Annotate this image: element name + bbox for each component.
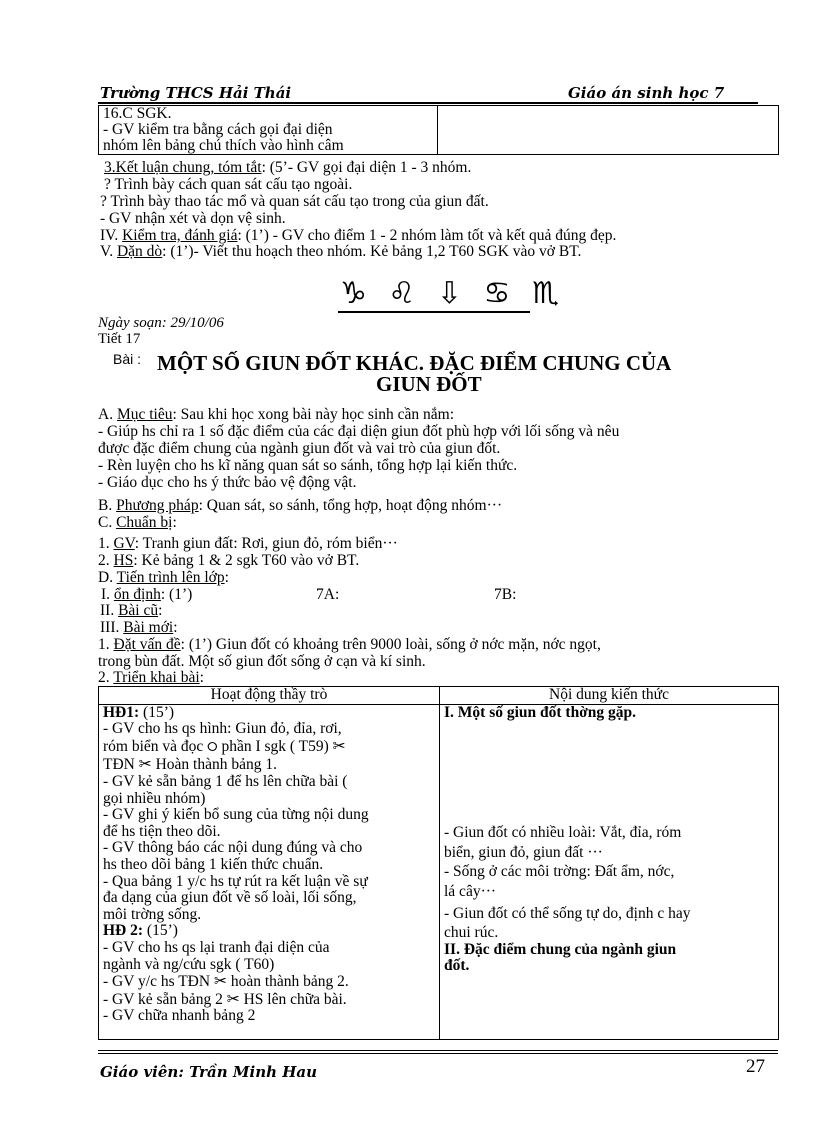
objective-line: - Giúp hs chỉ ra 1 số đặc điểm của các đại diện giun đốt phù hợp với lối sống và nêu xyxy=(98,423,620,440)
activity-line: đa dạng của giun đốt về số loài, lối sống, xyxy=(103,889,357,907)
activity-line: - GV cho hs qs lại tranh đại diện của xyxy=(103,938,330,956)
activity-line: để hs tiện theo dõi. xyxy=(103,822,221,840)
activity-line: - GV thông báo các nội dung đúng và cho xyxy=(103,839,363,857)
scissors-icon: ✂ xyxy=(213,972,227,991)
deployment-heading: 2. Triển khai bài: xyxy=(98,669,204,686)
top-table-row: - GV kiểm tra bằng cách gọi đại diện xyxy=(103,121,333,138)
conclusion-line: 3.Kết luận chung, tóm tắt: (5’- GV gọi đại diện 1 - 3 nhóm. xyxy=(104,159,472,176)
class-7a: 7A: xyxy=(316,586,340,603)
activity-line: hs theo dõi bảng 1 kiến thức chuẩn. xyxy=(103,855,324,873)
question-line: ? Trình bày cách quan sát cấu tạo ngoài. xyxy=(104,176,353,193)
objective-line: - Rèn luyện cho hs kĩ năng quan sát so sánh, tổng hợp lại kiến thức. xyxy=(98,457,518,474)
col-header-activities: Hoạt động thầy trò xyxy=(99,687,440,705)
stabilize-line: I. ổn định: (1’) xyxy=(101,586,193,603)
new-lesson-line: III. Bài mới: xyxy=(100,619,178,636)
activity-line: - GV chữa nhanh bảng 2 xyxy=(103,1007,256,1025)
circle-icon: ⭘ xyxy=(207,739,218,755)
content-line: biển, giun đỏ, giun đất ··· xyxy=(444,844,603,862)
activity-1-heading: HĐ1: (15’) xyxy=(103,703,175,721)
page-number: 27 xyxy=(746,1056,765,1077)
footer-rule xyxy=(98,1050,778,1051)
top-table-row: 16.C SGK. xyxy=(103,105,172,122)
content-cell xyxy=(440,704,779,1039)
top-table-row: nhóm lên bảng chú thích vào hình câm xyxy=(103,137,344,154)
question-line: ? Trình bày thao tác mổ và quan sát cấu tạo trong của giun đất. xyxy=(100,193,489,210)
scissors-icon: ✂ xyxy=(138,755,152,774)
activity-line: - GV kẻ sẵn bảng 1 để hs lên chữa bài ( xyxy=(103,772,348,790)
lesson-title: MỘT SỐ GIUN ĐỐT KHÁC. ĐẶC ĐIỂM CHUNG CỦA xyxy=(157,351,672,375)
subject-header: Giáo án sinh học 7 xyxy=(568,84,725,102)
teacher-prep-line: 1. GV: Tranh giun đất: Rơi, giun đỏ, róm biển··· xyxy=(98,535,398,552)
activity-line: - GV ghi ý kiến bổ sung của từng nội dung xyxy=(103,806,369,824)
class-7b: 7B: xyxy=(494,586,517,603)
content-line: - Giun đốt có thể sống tự do, định c hay xyxy=(444,905,691,923)
activity-table xyxy=(98,686,779,1040)
activities-cell xyxy=(99,704,440,1039)
problem-statement: 1. Đặt vấn đề: (1’) Giun đốt có khoảng trên 9000 loài, sống ở nớc mặn, nớc ngọt, xyxy=(98,636,601,653)
activity-line: - GV y/c hs TĐN ✂ hoàn thành bảng 2. xyxy=(103,972,349,991)
top-table xyxy=(98,105,779,155)
zodiac-divider: ♑ ♌ ⇩ ♋ ♏ xyxy=(340,276,565,311)
activity-line: róm biển và đọc ⭘ phần I sgk ( T59) ✂ xyxy=(103,736,346,755)
assessment-line: IV. Kiểm tra, đánh giá: (1’) - GV cho điểm 1 - 2 nhóm làm tốt và kết quả đúng đẹp. xyxy=(100,227,617,244)
scissors-icon: ✂ xyxy=(332,736,346,755)
content-line: lá cây··· xyxy=(444,883,497,901)
content-line: chui rúc. xyxy=(444,924,499,942)
activity-line: - GV cho hs qs hình: Giun đỏ, đỉa, rơi, xyxy=(103,720,342,738)
content-heading-2-cont: đốt. xyxy=(444,957,470,975)
homework-line: V. Dặn dò: (1’)- Viết thu hoạch theo nhóm. Kẻ bảng 1,2 T60 SGK vào vở BT. xyxy=(100,243,582,260)
student-prep-line: 2. HS: Kẻ bảng 1 & 2 sgk T60 vào vở BT. xyxy=(98,552,360,569)
activity-line: - GV kẻ sẵn bảng 2 ✂ HS lên chữa bài. xyxy=(103,989,347,1008)
content-heading-2: II. Đặc điểm chung của ngành giun xyxy=(444,940,677,958)
content-line: - Sống ở các môi trờng: Đất ẩm, nớc, xyxy=(444,863,675,881)
school-header: Trường THCS Hải Thái xyxy=(100,84,292,102)
activity-line: ngành và ng/cứu sgk ( T60) xyxy=(103,955,275,973)
lesson-label: Bài : xyxy=(113,351,142,367)
col-header-content: Nội dung kiến thức xyxy=(440,687,779,705)
activity-line: gọi nhiều nhóm) xyxy=(103,789,206,807)
problem-statement-cont: trong bùn đất. Một số giun đốt sống ở cạn và kí sinh. xyxy=(98,653,426,670)
remark-line: - GV nhận xét và dọn vệ sinh. xyxy=(100,210,286,227)
procedure-heading: D. Tiến trình lên lớp: xyxy=(98,569,229,586)
scissors-icon: ✂ xyxy=(226,989,240,1008)
objective-line: - Giáo dục cho hs ý thức bảo vệ động vật. xyxy=(98,474,357,491)
activity-line: môi trờng sống. xyxy=(103,905,202,923)
lesson-title-cont: GIUN ĐỐT xyxy=(376,372,482,396)
old-lesson-line: II. Bài cũ: xyxy=(100,602,163,619)
teacher-name: Giáo viên: Trần Minh Hau xyxy=(100,1063,318,1081)
objectives-heading: A. Mục tiêu: Sau khi học xong bài này học sinh cần nắm: xyxy=(98,406,455,423)
lesson-date: Ngày soạn: 29/10/06 xyxy=(98,315,224,331)
objective-line: được đặc điểm chung của ngành giun đốt và vai trò của giun đốt. xyxy=(98,440,501,457)
footer-rule-2 xyxy=(98,1053,778,1054)
preparation-heading: C. Chuẩn bị: xyxy=(98,514,177,531)
content-line: - Giun đốt có nhiều loài: Vắt, đỉa, róm xyxy=(444,824,682,842)
activity-line: TĐN ✂ Hoàn thành bảng 1. xyxy=(103,755,277,774)
header-rule xyxy=(98,102,758,104)
method-line: B. Phương pháp: Quan sát, so sánh, tổng hợp, hoạt động nhóm··· xyxy=(98,497,503,514)
divider-underline xyxy=(338,311,530,313)
activity-line: - Qua bảng 1 y/c hs tự rút ra kết luận về sự xyxy=(103,872,368,890)
content-heading-1: I. Một số giun đốt thờng gặp. xyxy=(444,703,637,721)
activity-2-heading: HĐ 2: (15’) xyxy=(103,922,178,940)
lesson-period: Tiết 17 xyxy=(98,331,141,347)
